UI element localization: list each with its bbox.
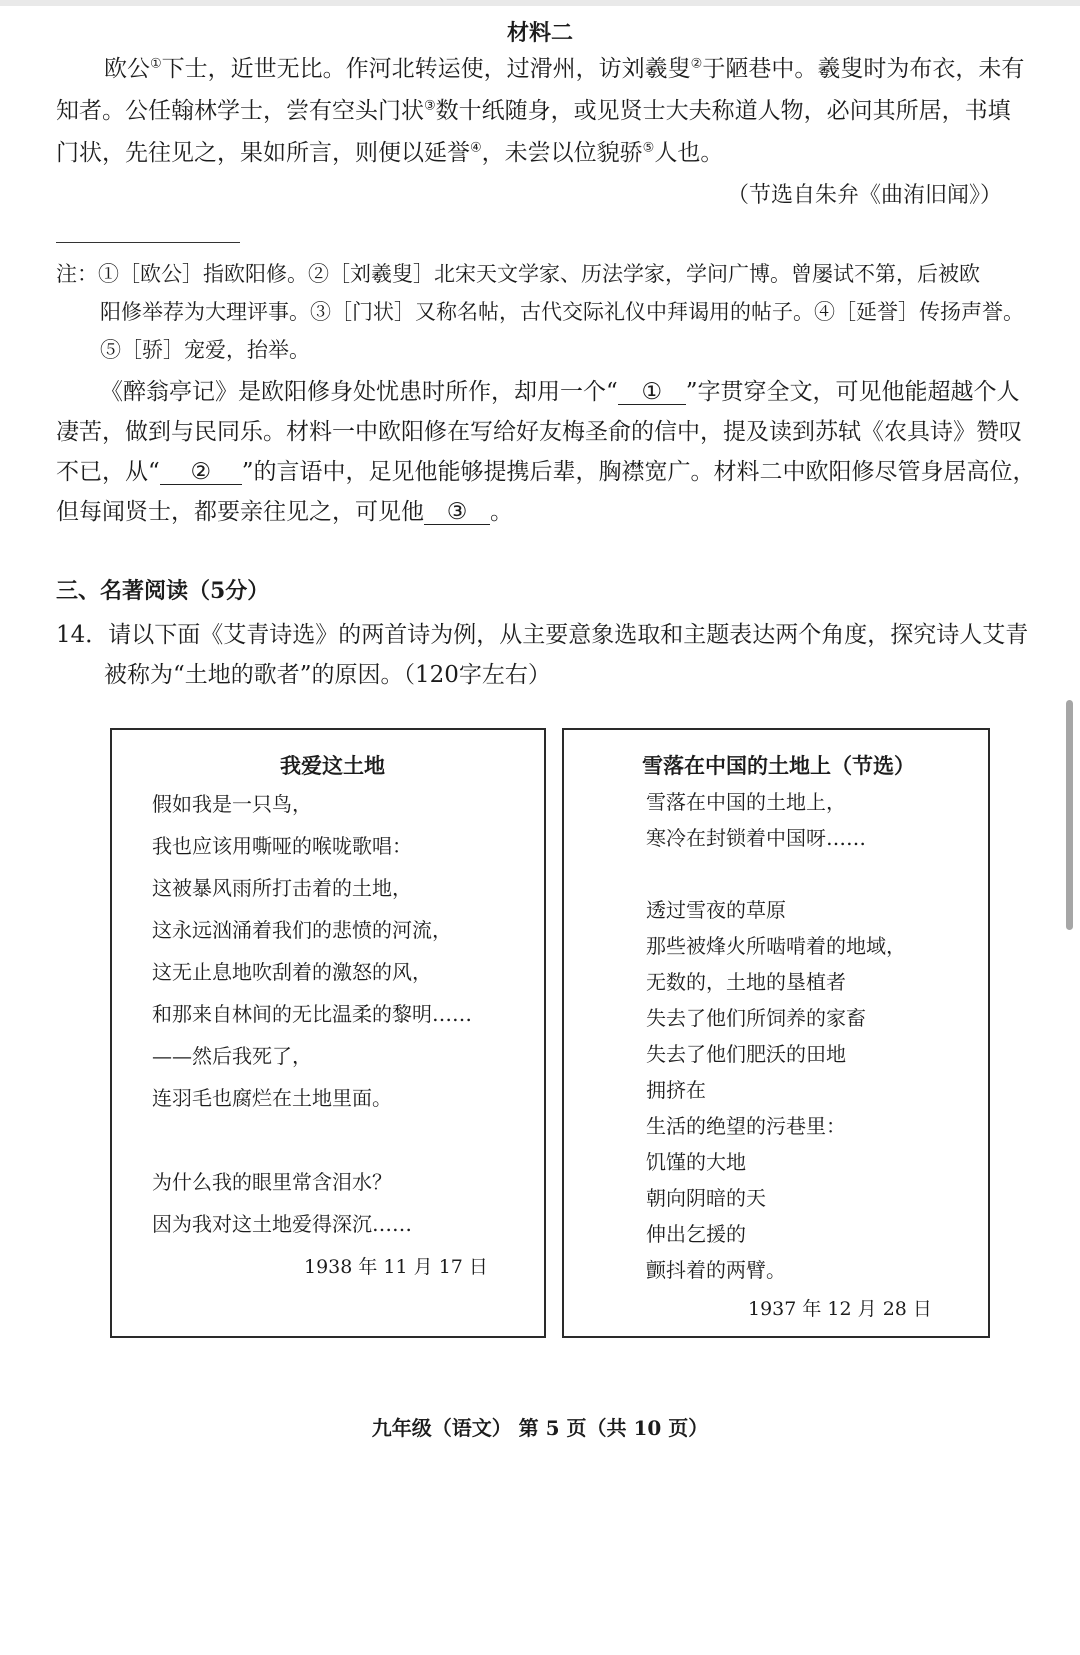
summary-line-3: 不已，从“ ② ”的言语中，足见他能够提携后辈，胸襟宽广。材料二中欧阳修尽管身居高位， xyxy=(56,459,1036,485)
poem-2-line: 那些被烽火所啮啃着的地域， xyxy=(646,934,906,958)
note-ref-4: ④ xyxy=(470,140,482,156)
material-line-1: 欧公①下士，近世无比。作河北转运使，过滑州，访刘羲叟②于陋巷中。羲叟时为布衣，未有 xyxy=(104,56,1025,82)
poem-2-line: 伸出乞援的 xyxy=(646,1222,746,1246)
poem-2-title: 雪落在中国的土地上（节选） xyxy=(642,753,915,778)
blank-2[interactable]: ② xyxy=(160,461,242,485)
material-line-2: 知者。公任翰林学士，尝有空头门状③数十纸随身，或见贤士大夫称道人物，必问其所居，书填 xyxy=(56,98,1011,124)
poem-1-line: 假如我是一只鸟， xyxy=(152,792,312,816)
blank-1[interactable]: ① xyxy=(618,381,686,405)
poem-1-line: 这被暴风雨所打击着的土地， xyxy=(152,876,412,900)
scrollbar-thumb[interactable] xyxy=(1066,700,1073,930)
poem-2-line: 朝向阴暗的天 xyxy=(646,1186,766,1210)
poem-1-line: 和那来自林间的无比温柔的黎明…… xyxy=(152,1002,472,1026)
page-footer: 九年级（语文） 第 5 页（共 10 页） xyxy=(371,1416,709,1440)
poem-2-line: 透过雪夜的草原 xyxy=(646,898,786,922)
note-line-2: 阳修举荐为大理评事。③［门状］又称名帖，古代交际礼仪中拜谒用的帖子。④［延誉］传扬声誉。 xyxy=(100,300,1024,324)
poem-1-date: 1938 年 11 月 17 日 xyxy=(304,1256,488,1278)
summary-line-1: 《醉翁亭记》是欧阳修身处忧患时所作，却用一个“ ① ”字贯穿全文，可见他能超越个人 xyxy=(100,379,1020,405)
poem-1-line: 为什么我的眼里常含泪水？ xyxy=(152,1170,392,1194)
poem-box-1 xyxy=(110,728,546,1338)
note-ref-5: ⑤ xyxy=(642,140,655,156)
poem-2-line: 无数的，土地的垦植者 xyxy=(646,970,846,994)
poem-2-date: 1937 年 12 月 28 日 xyxy=(748,1298,932,1320)
blank-3[interactable]: ③ xyxy=(424,501,490,525)
poem-2-line: 生活的绝望的污巷里： xyxy=(646,1114,846,1138)
summary-line-2: 凄苦，做到与民同乐。材料一中欧阳修在写给好友梅圣俞的信中，提及读到苏轼《农具诗》赞叹 xyxy=(56,419,1022,445)
notes-divider xyxy=(56,242,240,243)
top-edge xyxy=(0,0,1080,6)
poem-1-line: 因为我对这土地爱得深沉…… xyxy=(152,1212,412,1236)
poem-2-line: 颤抖着的两臂。 xyxy=(646,1258,786,1282)
note-line-1: 注：①［欧公］指欧阳修。②［刘羲叟］北宋天文学家、历法学家，学问广博。曾屡试不第，后被欧 xyxy=(56,262,980,286)
material-line-3: 门状，先往见之，果如所言，则便以延誉④，未尝以位貌骄⑤人也。 xyxy=(56,140,724,166)
question-line-1: 14．请以下面《艾青诗选》的两首诗为例，从主要意象选取和主题表达两个角度，探究诗人艾青 xyxy=(56,622,1029,648)
poem-1-line: 这永远汹涌着我们的悲愤的河流， xyxy=(152,918,452,942)
poem-1-line: 我也应该用嘶哑的喉咙歌唱： xyxy=(152,834,412,858)
note-ref-1: ① xyxy=(150,56,162,72)
poem-1-title: 我爱这土地 xyxy=(280,753,385,778)
poem-2-line: 饥馑的大地 xyxy=(646,1150,746,1174)
poem-1-line: 这无止息地吹刮着的激怒的风， xyxy=(152,960,432,984)
poem-2-line: 拥挤在 xyxy=(646,1078,706,1102)
note-ref-3: ③ xyxy=(424,98,436,114)
material-source: （节选自朱弁《曲洧旧闻》） xyxy=(726,183,1002,208)
poem-2-line: 失去了他们肥沃的田地 xyxy=(646,1042,846,1066)
section-heading: 三、名著阅读（5分） xyxy=(56,578,270,604)
poem-2-line: 失去了他们所饲养的家畜 xyxy=(646,1006,866,1030)
note-ref-2: ② xyxy=(690,56,703,72)
question-line-2: 被称为“土地的歌者”的原因。（120字左右） xyxy=(104,662,551,688)
poem-2-line: 寒冷在封锁着中国呀…… xyxy=(646,826,866,850)
poem-2-line: 雪落在中国的土地上， xyxy=(646,790,846,814)
note-line-3: ⑤［骄］宠爱，抬举。 xyxy=(100,338,310,362)
poem-box-2 xyxy=(562,728,990,1338)
poem-1-line: ——然后我死了， xyxy=(152,1044,312,1068)
poem-1-line: 连羽毛也腐烂在土地里面。 xyxy=(152,1086,392,1110)
summary-line-4: 但每闻贤士，都要亲往见之，可见他 ③ 。 xyxy=(56,499,513,525)
material-title: 材料二 xyxy=(506,20,573,46)
